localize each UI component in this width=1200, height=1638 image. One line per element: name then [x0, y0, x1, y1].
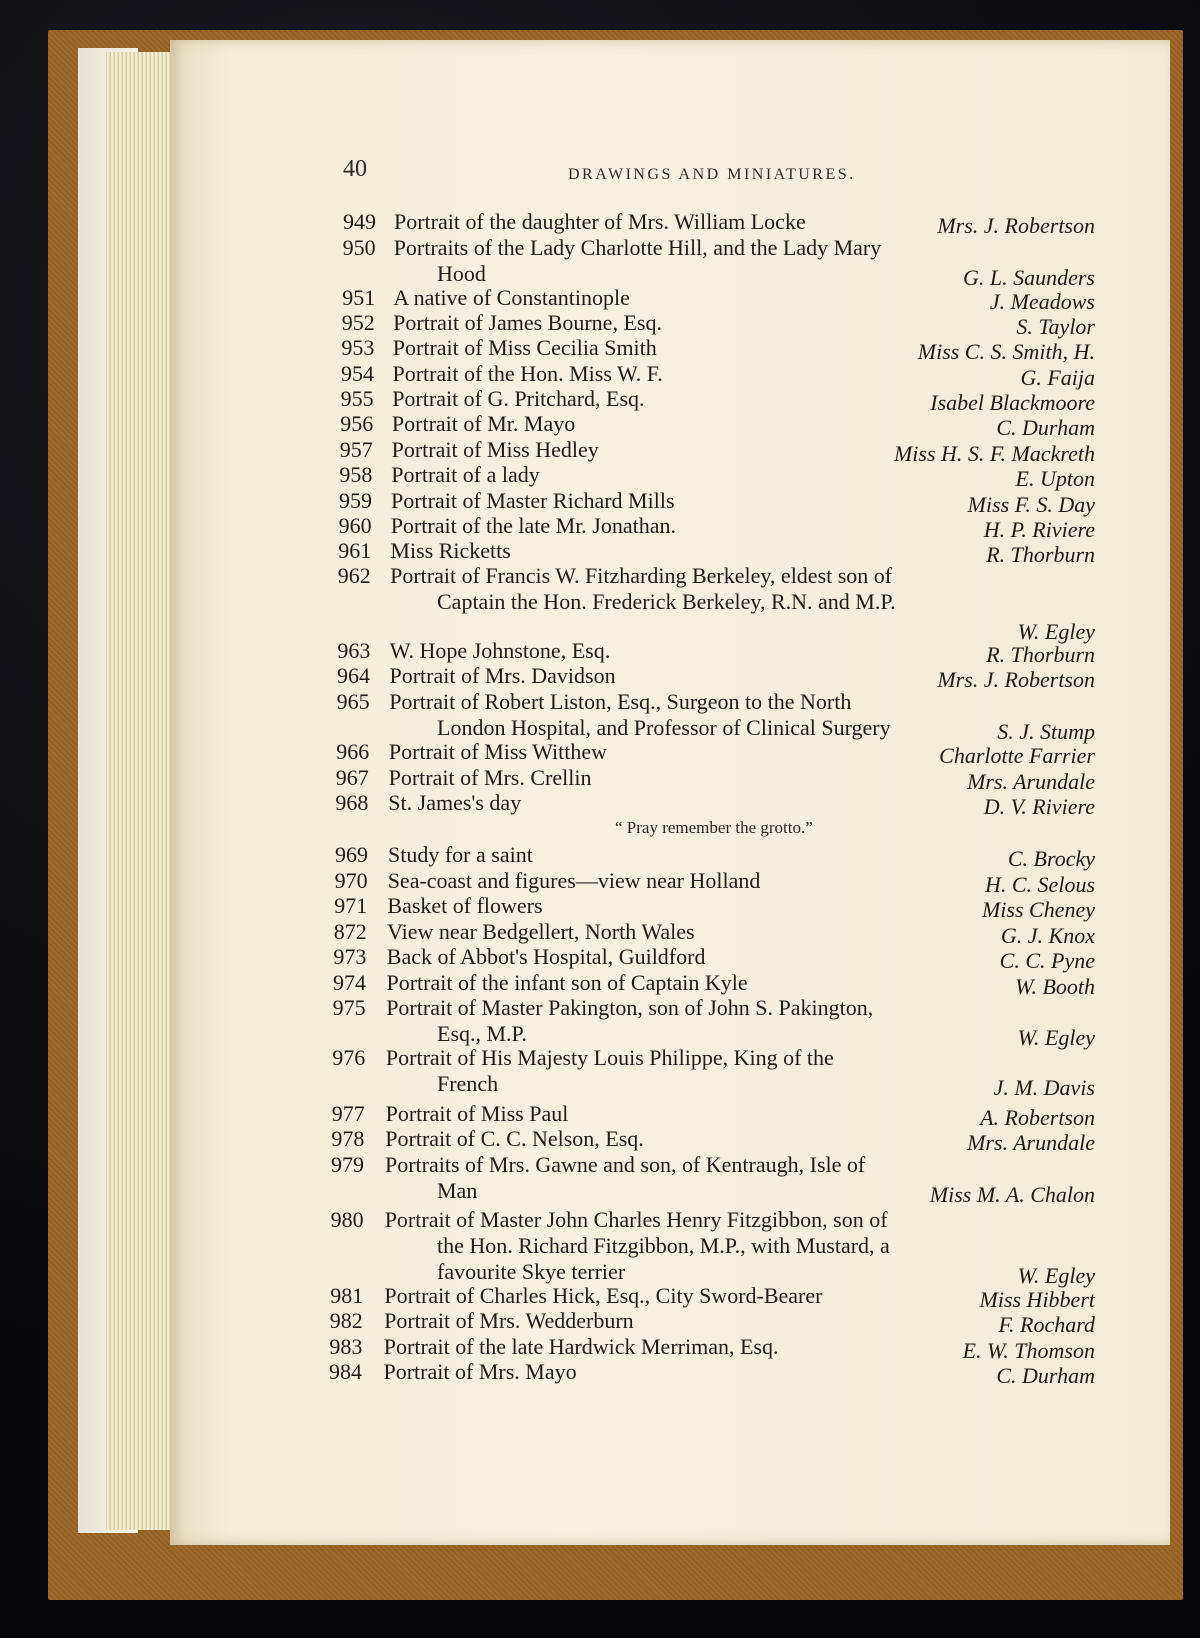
entry-artist: C. Durham [996, 1363, 1095, 1388]
catalogue-entry [0, 563, 1200, 644]
entry-number: 971 [334, 893, 368, 918]
entry-title: Portrait of Mrs. Crellin [388, 765, 592, 790]
entry-artist: F. Rochard [998, 1312, 1095, 1337]
page-number: 40 [343, 156, 367, 182]
catalogue-entry [0, 970, 1200, 999]
entry-title: Portraits of the Lady Charlotte Hill, and the Lady Mary [393, 235, 882, 260]
entry-number: 974 [333, 970, 366, 995]
entry-title: St. James's day [388, 790, 522, 815]
catalogue-entry [0, 361, 1200, 390]
entry-title: Portrait of Mrs. Mayo [383, 1359, 577, 1384]
entry-title: Portrait of a lady [391, 462, 540, 487]
entry-number: 973 [333, 944, 367, 969]
entry-number: 962 [337, 563, 371, 588]
catalogue-entry [0, 1045, 1200, 1100]
entry-artist: Miss H. S. F. Mackreth [893, 441, 1095, 466]
entry-title-continuation: Man [437, 1178, 478, 1203]
entry-title-continuation: French [437, 1071, 499, 1096]
entry-number: 976 [332, 1045, 366, 1070]
catalogue-entry [0, 1308, 1200, 1337]
entry-number: 872 [333, 919, 367, 944]
entry-title-continuation: London Hospital, and Professor of Clinical Surgery [437, 715, 891, 740]
entry-number: 964 [337, 663, 370, 688]
entry-title: Portrait of the late Hardwick Merriman, Esq. [383, 1334, 779, 1359]
entry-number: 952 [341, 310, 375, 335]
catalogue-entry [0, 1101, 1200, 1130]
catalogue-entry [0, 209, 1200, 238]
entry-title: Portrait of Master Pakington, son of John S. Pakington, [386, 995, 874, 1020]
entry-number: 969 [335, 842, 368, 867]
entry-title: Portrait of Mrs. Davidson [389, 663, 616, 688]
entry-number: 956 [340, 411, 374, 436]
entry-artist: S. Taylor [1016, 314, 1095, 339]
entry-artist: R. Thorburn [986, 542, 1095, 567]
entry-title: Study for a saint [388, 842, 533, 867]
entry-number: 963 [337, 638, 371, 663]
catalogue-entry [0, 1359, 1200, 1388]
entry-artist: C. C. Pyne [999, 948, 1095, 973]
entry-title-continuation: the Hon. Richard Fitzgibbon, M.P., with Mustard, a [437, 1233, 890, 1258]
catalogue-entry [0, 437, 1200, 466]
entry-artist: Miss M. A. Chalon [929, 1182, 1095, 1207]
entry-title: Portrait of Miss Paul [385, 1101, 569, 1126]
entry-number: 970 [334, 868, 368, 893]
catalogue-entry [0, 1334, 1200, 1363]
entry-artist: A. Robertson [980, 1105, 1095, 1130]
entry-title: W. Hope Johnstone, Esq. [389, 638, 611, 663]
entry-number: 950 [342, 235, 376, 260]
entry-number: 983 [329, 1334, 363, 1359]
catalogue-entry [0, 1152, 1200, 1207]
entry-number: 978 [331, 1126, 365, 1151]
entry-number: 961 [338, 538, 372, 563]
entry-number: 957 [339, 437, 373, 462]
entry-number: 968 [335, 790, 369, 815]
entry-title: Portrait of Mrs. Wedderburn [384, 1308, 634, 1333]
entry-title: Portrait of Mr. Mayo [391, 411, 576, 436]
entry-artist: C. Durham [996, 415, 1095, 440]
entry-quotation: “ Pray remember the grotto.” [615, 818, 813, 837]
catalogue-entry [0, 235, 1200, 290]
catalogue-entry [0, 1207, 1200, 1288]
entry-title: Portrait of Charles Hick, Esq., City Sword-Bearer [384, 1283, 823, 1308]
catalogue-entry [0, 944, 1200, 973]
entry-artist: J. Meadows [989, 289, 1095, 314]
entry-artist: G. Faija [1020, 365, 1095, 390]
catalogue-entry [0, 488, 1200, 517]
entry-title: View near Bedgellert, North Wales [387, 919, 695, 944]
entry-title: Portrait of Master John Charles Henry Fitzgibbon, son of [384, 1207, 888, 1232]
catalogue-entry [0, 1126, 1200, 1155]
entry-number: 951 [342, 285, 376, 310]
catalogue-entry [0, 335, 1200, 364]
entry-number: 967 [335, 765, 369, 790]
entry-number: 954 [341, 361, 374, 386]
entry-title-continuation: Captain the Hon. Frederick Berkeley, R.N. and M.P. [437, 589, 896, 614]
entry-title: Portrait of Master Richard Mills [391, 488, 675, 513]
entry-artist: J. M. Davis [993, 1075, 1095, 1100]
catalogue-entry [0, 689, 1200, 744]
entry-artist: H. C. Selous [985, 872, 1095, 897]
catalogue-entry [0, 310, 1200, 339]
entry-artist: W. Booth [1015, 974, 1095, 999]
entry-title-continuation: Hood [437, 261, 486, 286]
entry-number: 982 [329, 1308, 363, 1333]
entry-artist: W. Egley [1017, 1025, 1095, 1050]
entry-title: Portrait of Miss Hedley [391, 437, 599, 462]
entry-number: 975 [332, 995, 366, 1020]
entry-title: Portrait of Miss Witthew [388, 739, 607, 764]
entry-number: 979 [331, 1152, 364, 1177]
entry-artist: Miss F. S. Day [967, 492, 1095, 517]
entry-title: Portrait of His Majesty Louis Philippe, King of the [385, 1045, 834, 1070]
entry-artist: Mrs. Arundale [967, 1130, 1095, 1155]
entry-title: Portrait of the late Mr. Jonathan. [390, 513, 677, 538]
entry-artist: Miss Cheney [981, 897, 1095, 922]
catalogue-entry [0, 663, 1200, 692]
entry-title: Portrait of Francis W. Fitzharding Berkeley, eldest son of [390, 563, 893, 588]
entry-number: 960 [338, 513, 372, 538]
entry-artist: Mrs. Arundale [967, 769, 1095, 794]
entry-title: Portrait of the infant son of Captain Kyle [386, 970, 748, 995]
entry-artist: H. P. Riviere [983, 517, 1095, 542]
entry-artist: S. J. Stump [997, 719, 1095, 744]
entry-artist: R. Thorburn [986, 642, 1095, 667]
entry-title: Portrait of G. Pritchard, Esq. [392, 386, 645, 411]
entry-title-continuation: Esq., M.P. [437, 1021, 527, 1046]
entry-number: 984 [329, 1359, 362, 1384]
entry-number: 977 [331, 1101, 365, 1126]
catalogue-entry [0, 285, 1200, 314]
entry-number: 953 [341, 335, 375, 360]
entry-title: Basket of flowers [387, 893, 543, 918]
entry-artist: D. V. Riviere [983, 794, 1095, 819]
entry-artist: G. J. Knox [1000, 923, 1095, 948]
entry-number: 955 [340, 386, 374, 411]
entry-artist: E. Upton [1015, 466, 1095, 491]
catalogue-entry [0, 386, 1200, 415]
entry-artist: W. Egley [1017, 619, 1095, 644]
catalogue-entry [0, 765, 1200, 794]
entry-title: Portrait of the Hon. Miss W. F. [392, 361, 663, 386]
catalogue-entry [0, 739, 1200, 768]
catalogue-entry [0, 1283, 1200, 1312]
entry-title: Portraits of Mrs. Gawne and son, of Kentraugh, Isle of [385, 1152, 866, 1177]
entry-artist: Miss Hibbert [979, 1287, 1095, 1312]
entry-artist: Mrs. J. Robertson [937, 213, 1095, 238]
catalogue-entry [0, 411, 1200, 440]
catalogue-entry [0, 790, 1200, 837]
entry-artist: Charlotte Farrier [939, 743, 1095, 768]
catalogue-entry [0, 513, 1200, 542]
entry-artist: C. Brocky [1007, 846, 1095, 871]
entry-artist: E. W. Thomson [962, 1338, 1095, 1363]
entry-title: Portrait of James Bourne, Esq. [393, 310, 662, 335]
entry-title: Miss Ricketts [390, 538, 511, 563]
entry-title: Sea-coast and figures—view near Holland [387, 868, 761, 893]
entry-number: 981 [330, 1283, 364, 1308]
entry-number: 958 [339, 462, 373, 487]
catalogue-entry [0, 638, 1200, 667]
entry-artist: G. L. Saunders [962, 265, 1095, 290]
entry-number: 949 [343, 209, 376, 234]
entry-title: Portrait of Robert Liston, Esq., Surgeon to the North [389, 689, 852, 714]
entry-number: 966 [336, 739, 370, 764]
entry-artist: W. Egley [1017, 1263, 1095, 1288]
entry-title: Portrait of C. C. Nelson, Esq. [385, 1126, 644, 1151]
catalogue-entry [0, 462, 1200, 491]
catalogue-entry [0, 842, 1200, 871]
catalogue-entry [0, 995, 1200, 1050]
entry-title: Portrait of Miss Cecilia Smith [392, 335, 657, 360]
entry-number: 965 [336, 689, 370, 714]
section-title: DRAWINGS AND MINIATURES. [568, 166, 856, 183]
entry-number: 980 [330, 1207, 364, 1232]
catalogue-entry [0, 868, 1200, 897]
entry-title: Back of Abbot's Hospital, Guildford [386, 944, 706, 969]
catalogue-entry [0, 919, 1200, 948]
entry-artist: Isabel Blackmoore [930, 390, 1095, 415]
entry-number: 959 [339, 488, 372, 513]
entry-artist: Miss C. S. Smith, H. [917, 339, 1095, 364]
catalogue-entry [0, 538, 1200, 567]
catalogue-entry [0, 893, 1200, 922]
entry-title: A native of Constantinople [393, 285, 630, 310]
entry-title-continuation: favourite Skye terrier [437, 1259, 626, 1284]
entry-artist: Mrs. J. Robertson [937, 667, 1095, 692]
entry-title: Portrait of the daughter of Mrs. William Locke [394, 209, 806, 234]
